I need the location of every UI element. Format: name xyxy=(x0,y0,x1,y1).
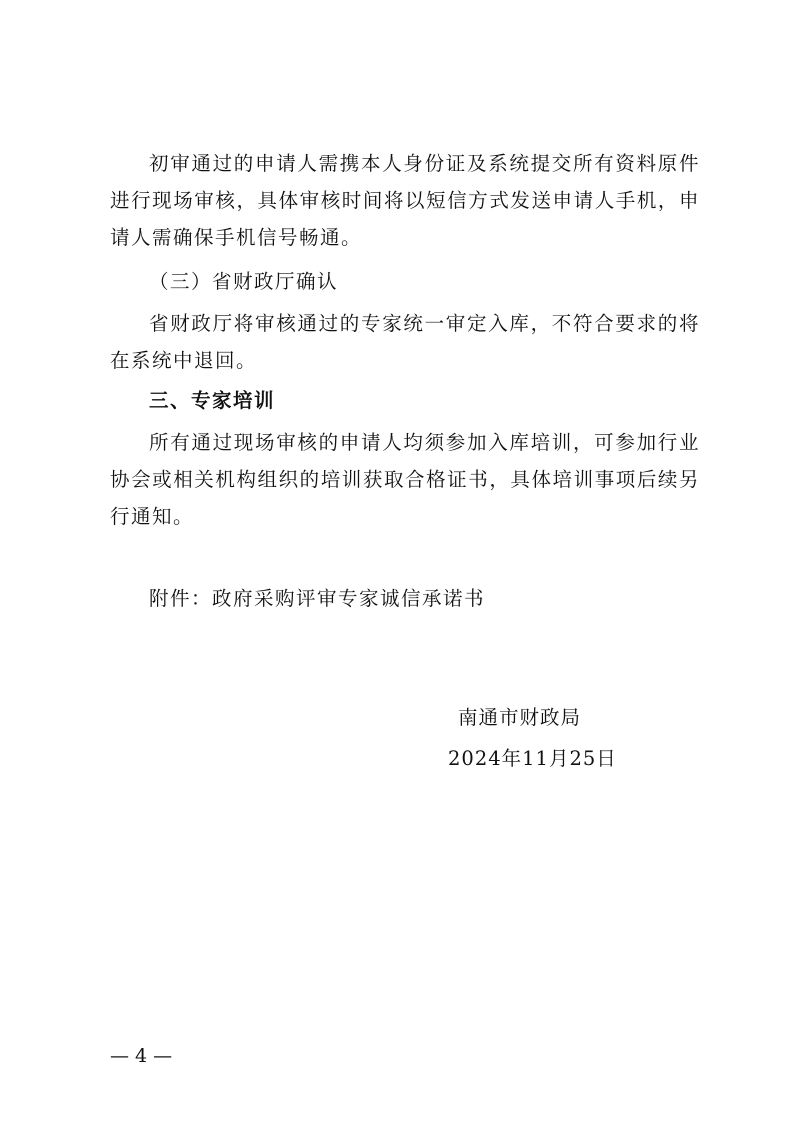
signature-date: 2024年11月25日 xyxy=(448,747,617,770)
section-heading-expert-training: 三、专家培训 xyxy=(149,389,276,412)
paragraph-onsite-review: 初审通过的申请人需携本人身份证及系统提交所有资料原件进行现场审核，具体审核时间将以短信方式发送申请人手机，申请人需确保手机信号畅通。 xyxy=(110,152,700,249)
section-heading-provincial-confirmation: （三）省财政厅确认 xyxy=(149,270,339,293)
attachment-line: 附件：政府采购评审专家诚信承诺书 xyxy=(149,587,486,610)
signature-organization: 南通市财政局 xyxy=(458,706,582,729)
page-number: — 4 — xyxy=(110,1045,173,1067)
paragraph-expert-training: 所有通过现场审核的申请人均须参加入库培训，可参加行业协会或相关机构组织的培训获取合格证书，具体培训事项后续另行通知。 xyxy=(110,431,700,528)
paragraph-provincial-confirmation: 省财政厅将审核通过的专家统一审定入库，不符合要求的将在系统中退回。 xyxy=(110,312,700,372)
